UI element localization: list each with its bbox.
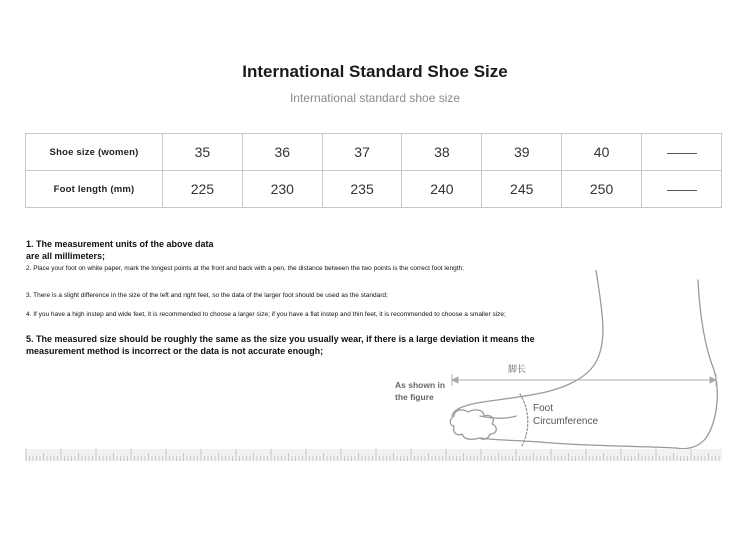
table-cell: 35 [163,134,243,171]
table-cell: 240 [402,171,482,208]
ruler [25,449,722,461]
page-title: International Standard Shoe Size [242,62,508,81]
shown-label-line2: the figure [395,392,434,402]
row-header-shoe-size: Shoe size (women) [26,134,163,171]
table-cell: 250 [562,171,642,208]
circ-label-line1: Foot [533,403,554,414]
table-cell-empty [642,171,722,208]
dash-placeholder [667,153,697,154]
dash-placeholder [667,190,697,191]
page-subtitle: International standard shoe size [289,91,461,105]
note-1: 1. The measurement units of the above data are all millimeters; [26,239,214,261]
table-row [26,171,722,208]
circ-label-line2: Circumference [533,416,599,427]
table-cell: 37 [322,134,402,171]
shown-label-line1: As shown in [395,380,446,390]
note-2: 2. Place your foot on white paper, mark the longest points at the front and back with a pen, the distance between the two points is the correct foot length; [26,265,464,272]
table-cell: 39 [482,134,562,171]
table-cell: 36 [242,134,322,171]
note-5: 5. The measured size should be roughly the same as the size you usually wear, if there is a large deviation it means the measurement method is incorrect or the data is not accurate enough; [26,334,535,356]
table-cell: 40 [562,134,642,171]
row-header-foot-length: Foot length (mm) [26,171,163,208]
sole-outline [480,438,676,448]
length-label: 脚长 [508,365,527,375]
heel-outline [676,280,717,449]
table-cell: 38 [402,134,482,171]
table-cell-empty [642,134,722,171]
note-4: 4. If you have a high instep and wide feet, it is recommended to choose a larger size; if you have a flat instep and thin feet, it is recommended to choose a smaller size; [26,311,506,318]
toes-outline [450,410,496,439]
table-cell: 230 [242,171,322,208]
table-cell: 235 [322,171,402,208]
size-chart-table [25,133,722,208]
note-3: 3. There is a slight difference in the size of the left and right feet, so the data of the larger foot should be used as the standard; [26,292,388,299]
table-row [26,134,722,171]
table-cell: 245 [482,171,562,208]
table-cell: 225 [163,171,243,208]
circumference-line [520,394,528,446]
